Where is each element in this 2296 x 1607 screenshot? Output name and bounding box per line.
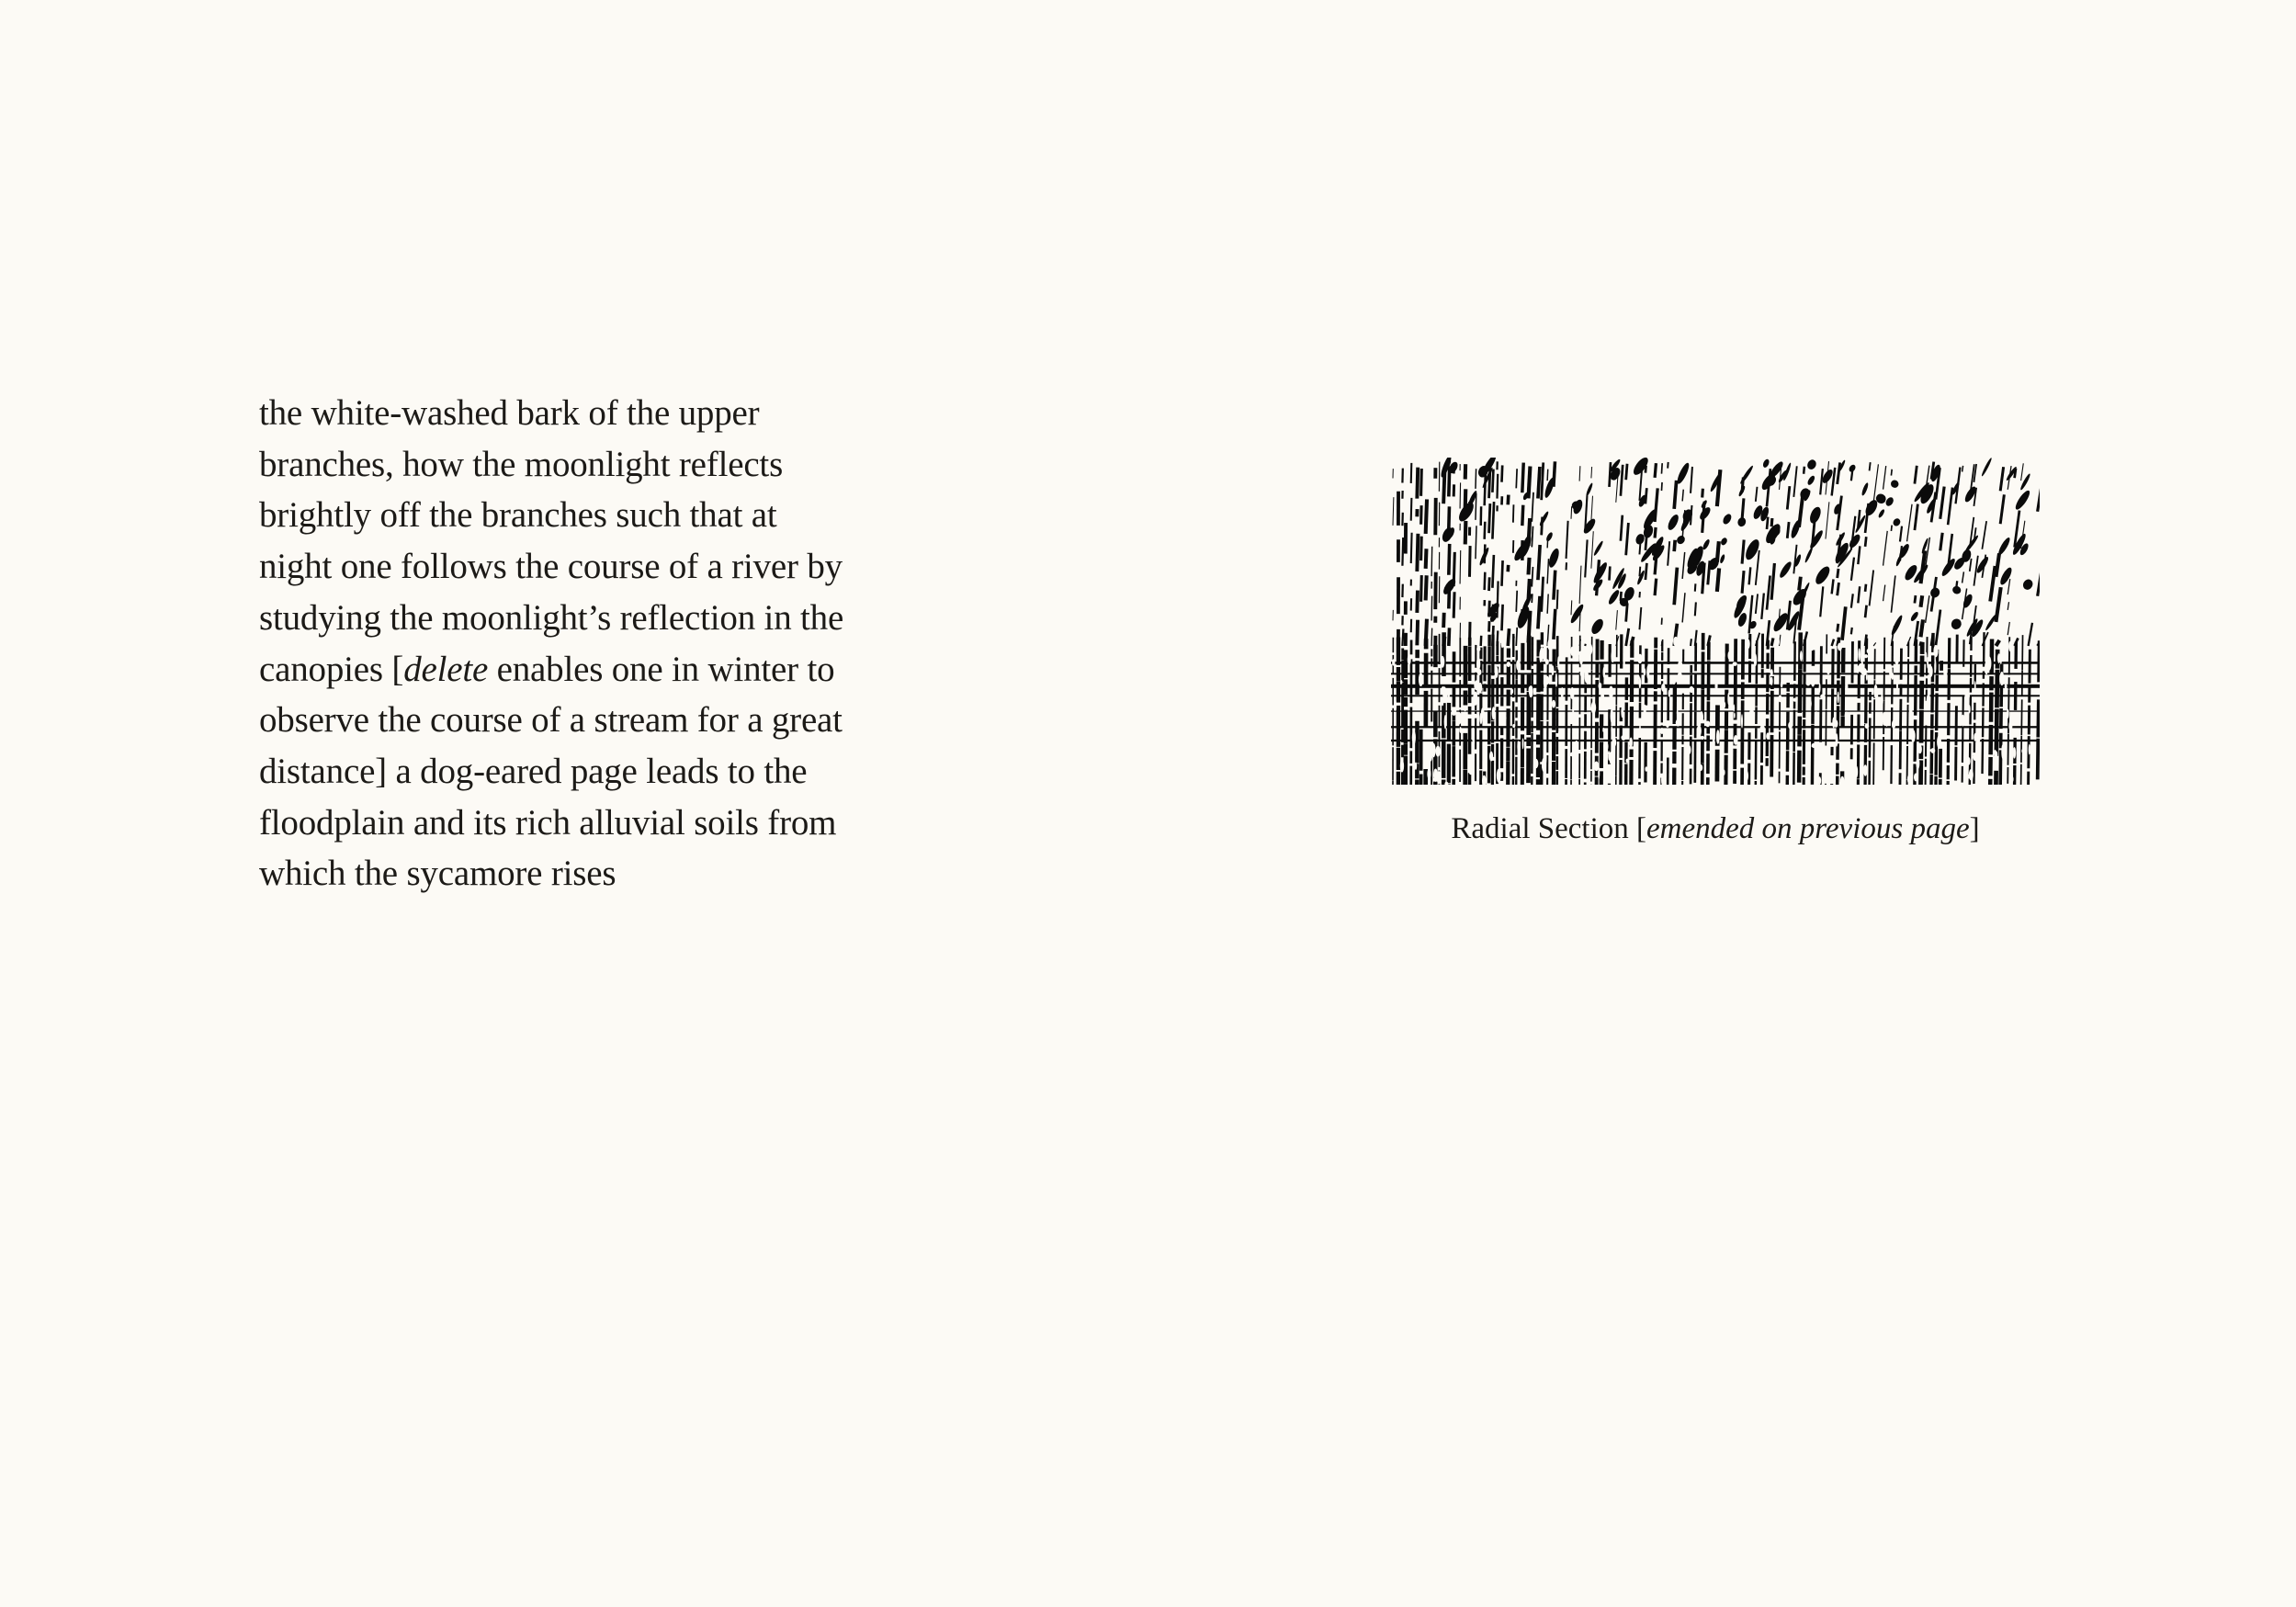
wood-grain-print-image [1391, 458, 2040, 785]
text-line-2 [259, 439, 921, 491]
text-line-7 [259, 695, 921, 746]
text-line-9 [259, 798, 921, 849]
text-line-10 [259, 848, 921, 900]
text-line-1 [259, 388, 921, 439]
text-line-3 [259, 490, 921, 541]
text-line-8 [259, 746, 921, 798]
wood-grain-strokes [1391, 458, 2040, 785]
text-line-7-content: observe the course of a stream for a great [259, 700, 843, 741]
text-line-6-before: canopies [ [259, 649, 404, 689]
text-line-4 [259, 541, 921, 593]
text-line-10-content: which the sycamore rises [259, 854, 616, 894]
text-line-5 [259, 593, 921, 644]
text-line-9-content: floodplain and its rich alluvial soils from [259, 802, 837, 843]
text-line-5-content: studying the moonlight’s reflection in the [259, 597, 844, 638]
text-line-4-content: night one follows the course of a river by [259, 547, 843, 587]
text-line-8-content: distance] a dog-eared page leads to the [259, 751, 808, 791]
text-line-3-content: brightly off the branches such that at [259, 495, 777, 536]
body-text [259, 388, 921, 900]
text-line-1-content: the white-washed bark of the upper [259, 393, 760, 433]
caption-title: Radial Section [ [1451, 812, 1647, 845]
text-line-6-after: enables one in winter to [488, 649, 835, 689]
editorial-delete-mark: delete [403, 649, 489, 689]
caption-close-bracket: ] [1969, 812, 1980, 845]
text-line-2-content: branches, how the moonlight reflects [259, 444, 784, 484]
text-line-6 [259, 644, 921, 696]
radial-section-figure [1391, 458, 2040, 847]
figure-caption [1391, 810, 2040, 847]
caption-emendation-note: emended on previous page [1646, 812, 1970, 845]
